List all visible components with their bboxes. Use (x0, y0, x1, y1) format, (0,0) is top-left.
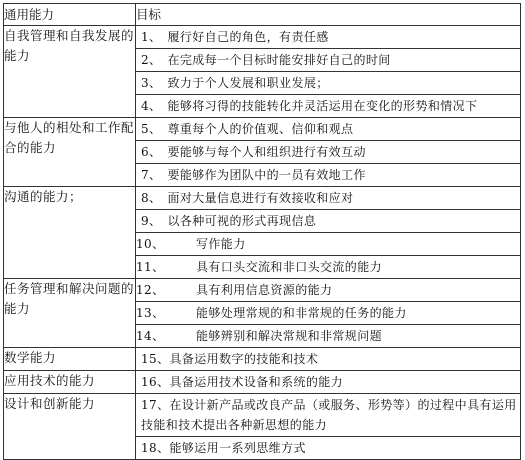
category-cell: 沟通的能力； (4, 187, 136, 279)
goal-item (136, 233, 520, 256)
goal-item (136, 164, 520, 186)
goal-number: 14、 (136, 329, 165, 343)
goal-item (136, 26, 520, 49)
goal-item (136, 437, 520, 459)
category-cell: 数学能力 (4, 348, 136, 371)
goal-number: 12、 (136, 283, 165, 297)
goals-cell (136, 187, 521, 279)
goal-item (136, 118, 520, 141)
goal-text: 写作能力 (196, 237, 246, 251)
section-row (4, 371, 521, 394)
category-cell: 应用技术的能力 (4, 371, 136, 394)
goal-number: 3、 (141, 76, 162, 90)
goal-item (136, 279, 520, 302)
goal-text: 能够运用一系列思维方式 (169, 441, 306, 455)
goal-item (136, 72, 520, 95)
section-row (4, 394, 521, 460)
goal-text: 具有口头交流和非口头交流的能力 (196, 260, 383, 274)
goal-text: 能够辨别和解决常规和非常规问题 (196, 329, 383, 343)
abilities-table (3, 3, 521, 460)
goal-number: 6、 (141, 145, 162, 159)
goal-number: 18、 (141, 441, 170, 455)
goal-text: 具备运用数字的技能和技术 (169, 352, 319, 366)
section-row (4, 26, 521, 118)
goal-number: 10、 (136, 237, 165, 251)
goals-cell (136, 348, 521, 371)
goal-text: 面对大量信息进行有效接收和应对 (167, 191, 354, 205)
goal-text: 能够将习得的技能转化并灵活运用在变化的形势和情况下 (167, 99, 478, 113)
goal-number: 15、 (141, 352, 170, 366)
goal-item (136, 394, 520, 437)
goal-text: 在设计新产品或改良产品（或服务、形势等）的过程中具有运用技能和技术提出各种新思想的能力 (141, 398, 517, 432)
category-cell: 与他人的相处和工作配合的能力 (4, 118, 136, 187)
goal-text: 具备运用技术设备和系统的能力 (169, 375, 344, 389)
header-general-ability: 通用能力 (4, 4, 136, 26)
goal-number: 9、 (141, 214, 162, 228)
goal-number: 7、 (141, 168, 162, 182)
goal-number: 8、 (141, 191, 162, 205)
goal-item (136, 141, 520, 164)
goal-number: 11、 (136, 260, 165, 274)
section-row (4, 279, 521, 348)
goals-cell (136, 394, 521, 460)
goals-cell (136, 371, 521, 394)
goals-cell (136, 26, 521, 118)
goal-item (136, 49, 520, 72)
goal-item (136, 325, 520, 347)
goal-item (136, 95, 520, 117)
goal-item (136, 210, 520, 233)
header-row (4, 4, 521, 26)
goal-text: 履行好自己的角色，有责任感 (167, 30, 329, 44)
goals-cell (136, 118, 521, 187)
category-cell: 设计和创新能力 (4, 394, 136, 460)
section-row (4, 118, 521, 187)
goal-text: 要能够作为团队中的一员有效地工作 (167, 168, 366, 182)
goal-number: 4、 (141, 99, 162, 113)
goal-number: 2、 (141, 53, 162, 67)
goal-item (136, 348, 520, 370)
goal-item (136, 302, 520, 325)
goal-text: 能够处理常规的和非常规的任务的能力 (196, 306, 407, 320)
section-row (4, 348, 521, 371)
goal-text: 尊重每个人的价值观、信仰和观点 (167, 122, 354, 136)
section-row (4, 187, 521, 279)
category-cell: 任务管理和解决问题的能力 (4, 279, 136, 348)
goal-text: 具有利用信息资源的能力 (196, 283, 333, 297)
goal-number: 5、 (141, 122, 162, 136)
goal-item (136, 256, 520, 278)
header-goal: 目标 (136, 4, 521, 26)
category-cell: 自我管理和自我发展的能力 (4, 26, 136, 118)
goal-number: 13、 (136, 306, 165, 320)
goal-number: 17、 (141, 398, 170, 412)
goals-cell (136, 279, 521, 348)
goal-number: 1、 (141, 30, 162, 44)
goal-number: 16、 (141, 375, 170, 389)
goal-item (136, 187, 520, 210)
goal-text: 以各种可视的形式再现信息 (167, 214, 317, 228)
goal-text: 在完成每一个目标时能安排好自己的时间 (167, 53, 391, 67)
goal-item (136, 371, 520, 393)
goal-text: 致力于个人发展和职业发展； (167, 76, 329, 90)
goal-text: 要能够与每个人和组织进行有效互动 (167, 145, 366, 159)
